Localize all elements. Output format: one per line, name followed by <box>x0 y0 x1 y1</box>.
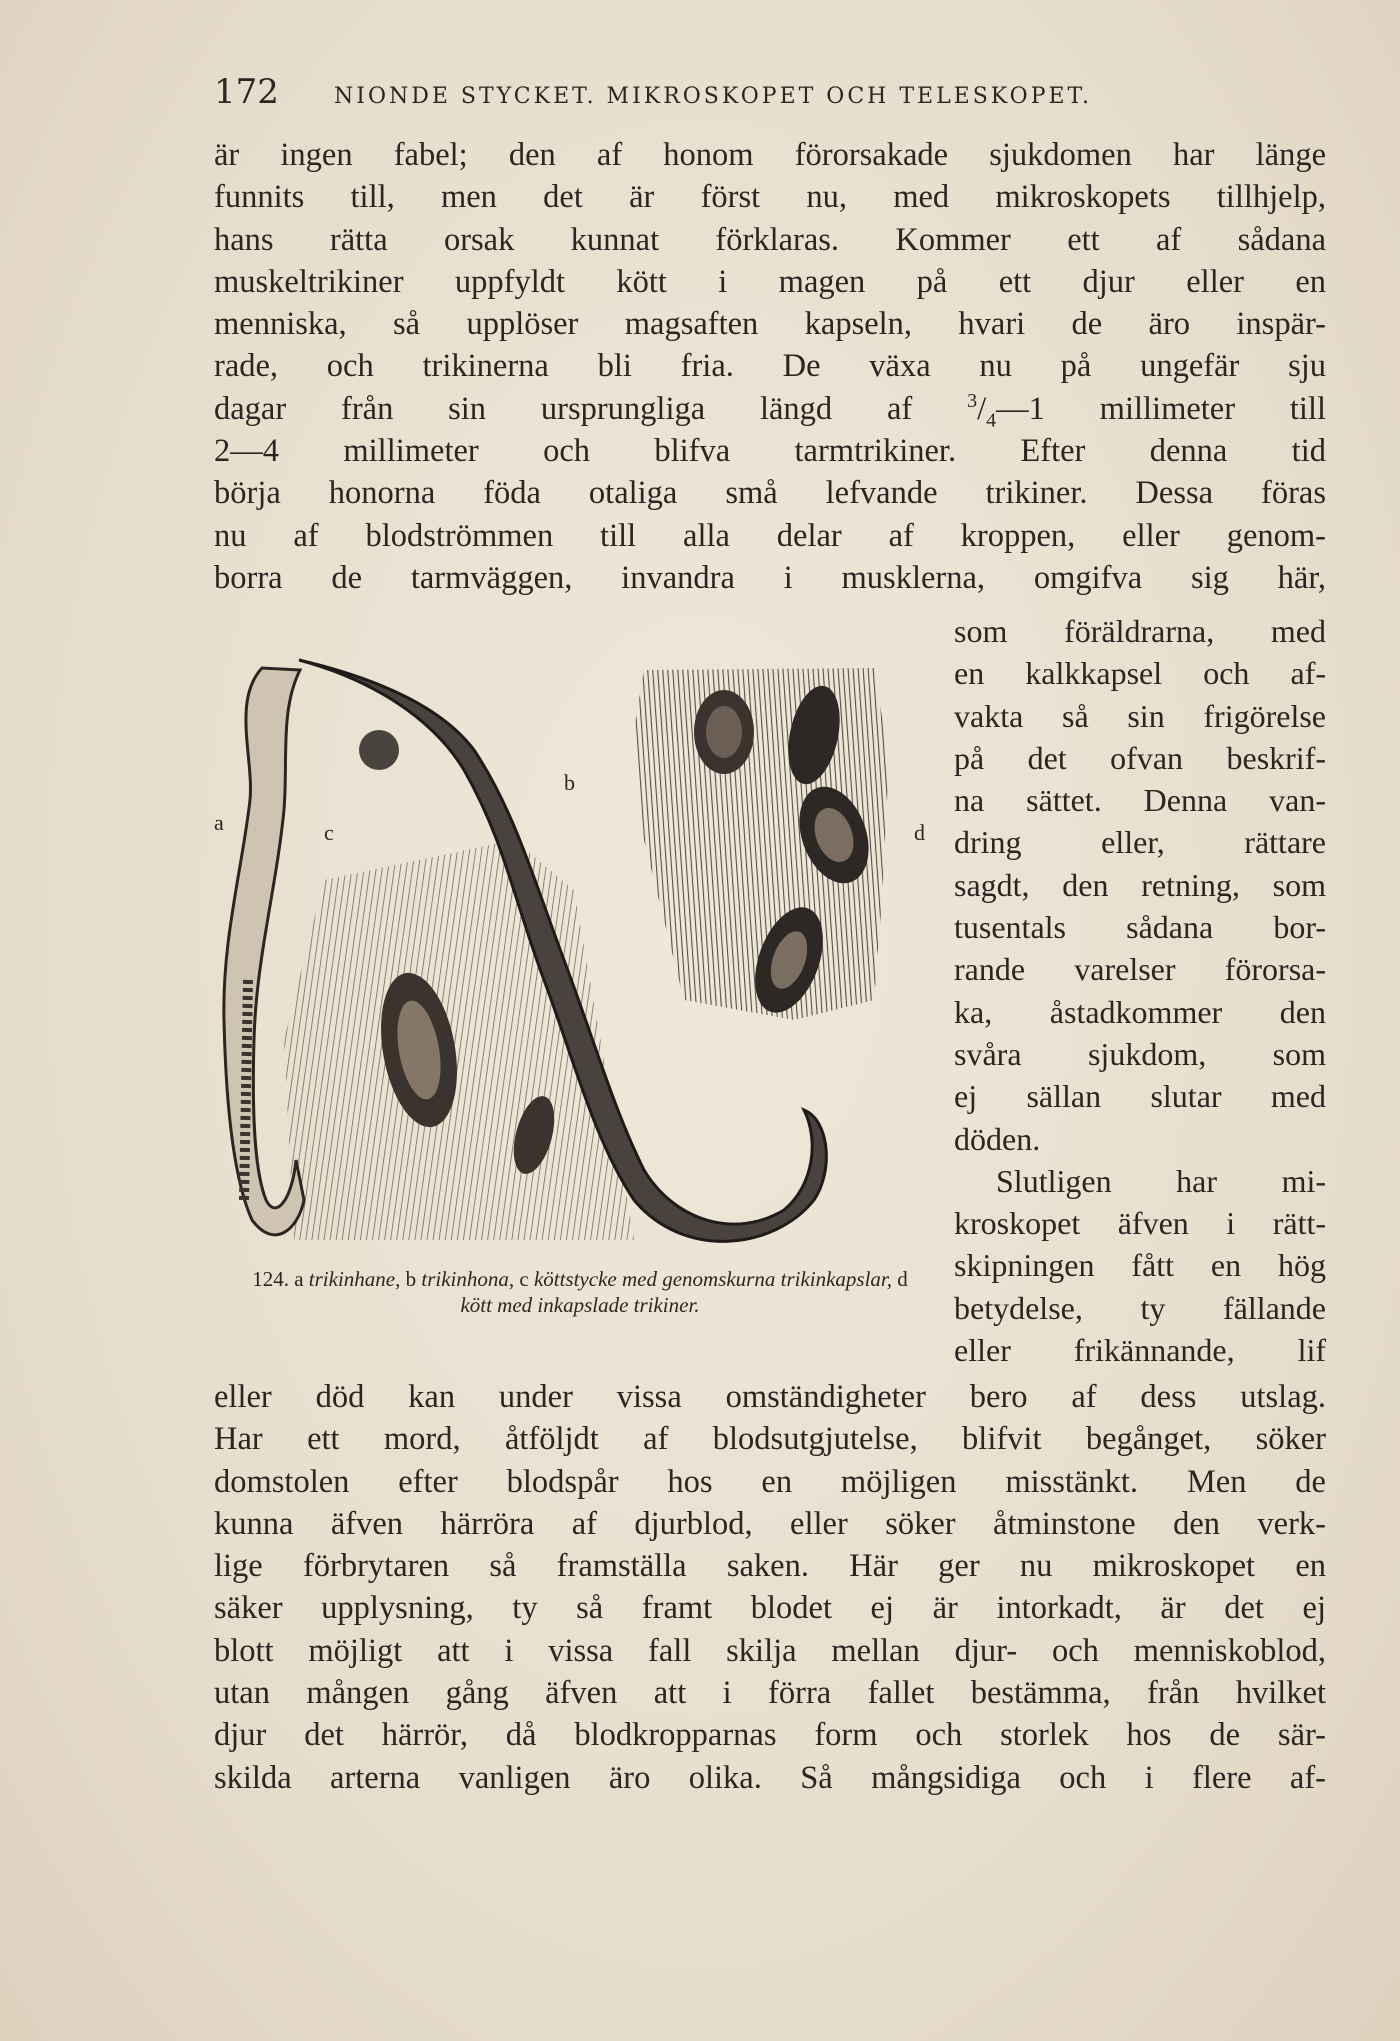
text-line: en kalkkapsel och af- <box>954 655 1326 692</box>
text-line: svåra sjukdom, som <box>954 1035 1326 1072</box>
figure-label-d: d <box>914 820 925 845</box>
text-line: funnits till, men det är först nu, med mikroskopets tillhjelp, <box>214 179 1326 216</box>
fraction-line <box>214 388 1326 430</box>
text-line: muskeltrikiner uppfyldt kött i magen på ett djur eller en <box>214 263 1326 300</box>
text-line: säker upplysning, ty så framt blodet ej är intorkadt, är det ej <box>214 1590 1326 1627</box>
text-line: menniska, så upplöser magsaften kapseln, hvari de äro inspär- <box>214 306 1326 343</box>
fraction-denominator: 4 <box>986 409 997 432</box>
caption-text-c: köttstycke med genomskurna trikinkapslar, <box>533 1267 893 1291</box>
text-line: nu af blodströmmen till alla delar af kroppen, eller genom- <box>214 517 1326 554</box>
caption-text-a: trikinhane, <box>308 1267 401 1291</box>
caption-key-a: a <box>294 1267 304 1291</box>
fraction-line-after: —1 millimeter till <box>996 390 1326 427</box>
text-line: blott möjligt att i vissa fall skilja mellan djur- och menniskoblod, <box>214 1632 1326 1669</box>
figure-label-a: a <box>214 810 224 835</box>
fraction-line-before: dagar från sin ursprungliga längd af <box>214 390 968 427</box>
caption-number: 124. <box>252 1267 289 1291</box>
text-line: djur det härrör, då blodkropparnas form och storlek hos de sär- <box>214 1717 1326 1754</box>
paragraph-side <box>954 610 1326 1371</box>
text-line: dring eller, rättare <box>954 824 1326 861</box>
text-line: börja honorna föda otaliga små lefvande trikiner. Dessa föras <box>214 475 1326 512</box>
muscle-with-capsules-d <box>634 668 889 1022</box>
fraction-slash: / <box>977 390 987 427</box>
text-line: 2—4 millimeter och blifva tarmtrikiner. Efter denna tid <box>214 433 1326 470</box>
page-header <box>214 72 1194 120</box>
running-head: NIONDE STYCKET. MIKROSKOPET OCH TELESKOPET. <box>334 84 1092 109</box>
text-line: ka, åstadkommer den <box>954 993 1326 1030</box>
caption-text-b: trikinhona, <box>421 1267 515 1291</box>
caption-key-c: c <box>519 1267 529 1291</box>
text-line: skilda arterna vanligen äro olika. Så mångsidiga och i flere af- <box>214 1759 1326 1796</box>
paragraph-bottom <box>214 1376 1326 1799</box>
text-line: eller död kan under vissa omständigheter bero af dess utslag. <box>214 1379 1326 1415</box>
paragraph-top <box>214 134 1326 599</box>
figure-label-b: b <box>564 770 575 795</box>
figure-caption <box>250 1266 910 1318</box>
text-line: utan mången gång äfven att i förra fallet bestämma, från hvilket <box>214 1675 1326 1712</box>
text-line: döden. <box>954 1120 1041 1157</box>
trichina-figure <box>214 640 934 1250</box>
fraction-numerator: 3 <box>967 389 978 412</box>
text-line: eller frikännande, lif <box>954 1332 1326 1369</box>
text-line: Har ett mord, åtföljdt af blodsutgjutelse, blifvit begånget, söker <box>214 1421 1326 1458</box>
text-line: lige förbrytaren så framställa saken. Här ger nu mikroskopet en <box>214 1548 1326 1585</box>
text-line: sagdt, den retning, som <box>954 866 1326 903</box>
text-line: kroskopet äfven i rätt- <box>954 1205 1326 1242</box>
text-line: domstolen efter blodspår hos en möjligen misstänkt. Men de <box>214 1463 1326 1500</box>
figure-label-c: c <box>324 820 334 845</box>
text-line: Slutligen har mi- <box>996 1162 1326 1199</box>
text-line: na sättet. Denna van- <box>954 782 1326 819</box>
text-line: tusentals sådana bor- <box>954 909 1326 946</box>
caption-text-d: kött med inkapslade trikiner. <box>460 1293 700 1317</box>
text-line: som föräldrarna, med <box>954 613 1326 649</box>
text-line: kunna äfven härröra af djurblod, eller söker åtminstone den verk- <box>214 1505 1326 1542</box>
caption-key-b: b <box>405 1267 417 1291</box>
text-line: vakta så sin frigörelse <box>954 697 1326 734</box>
text-line: betydelse, ty fällande <box>954 1289 1326 1326</box>
text-line: borra de tarmväggen, invandra i musklerna, omgifva sig här, <box>214 559 1326 596</box>
text-line: skipningen fått en hög <box>954 1247 1326 1284</box>
text-line: är ingen fabel; den af honom förorsakade sjukdomen har länge <box>214 137 1326 173</box>
page-number: 172 <box>214 72 279 112</box>
text-line: ej sällan slutar med <box>954 1078 1326 1115</box>
caption-key-d: d <box>897 1267 908 1291</box>
text-line: rande varelser förorsa- <box>954 951 1326 988</box>
trichina-illustration <box>214 640 934 1250</box>
text-line: på det ofvan beskrif- <box>954 739 1326 776</box>
text-line: hans rätta orsak kunnat förklaras. Kommer ett af sådana <box>214 221 1326 258</box>
text-line: rade, och trikinerna bli fria. De växa nu på ungefär sju <box>214 348 1326 385</box>
